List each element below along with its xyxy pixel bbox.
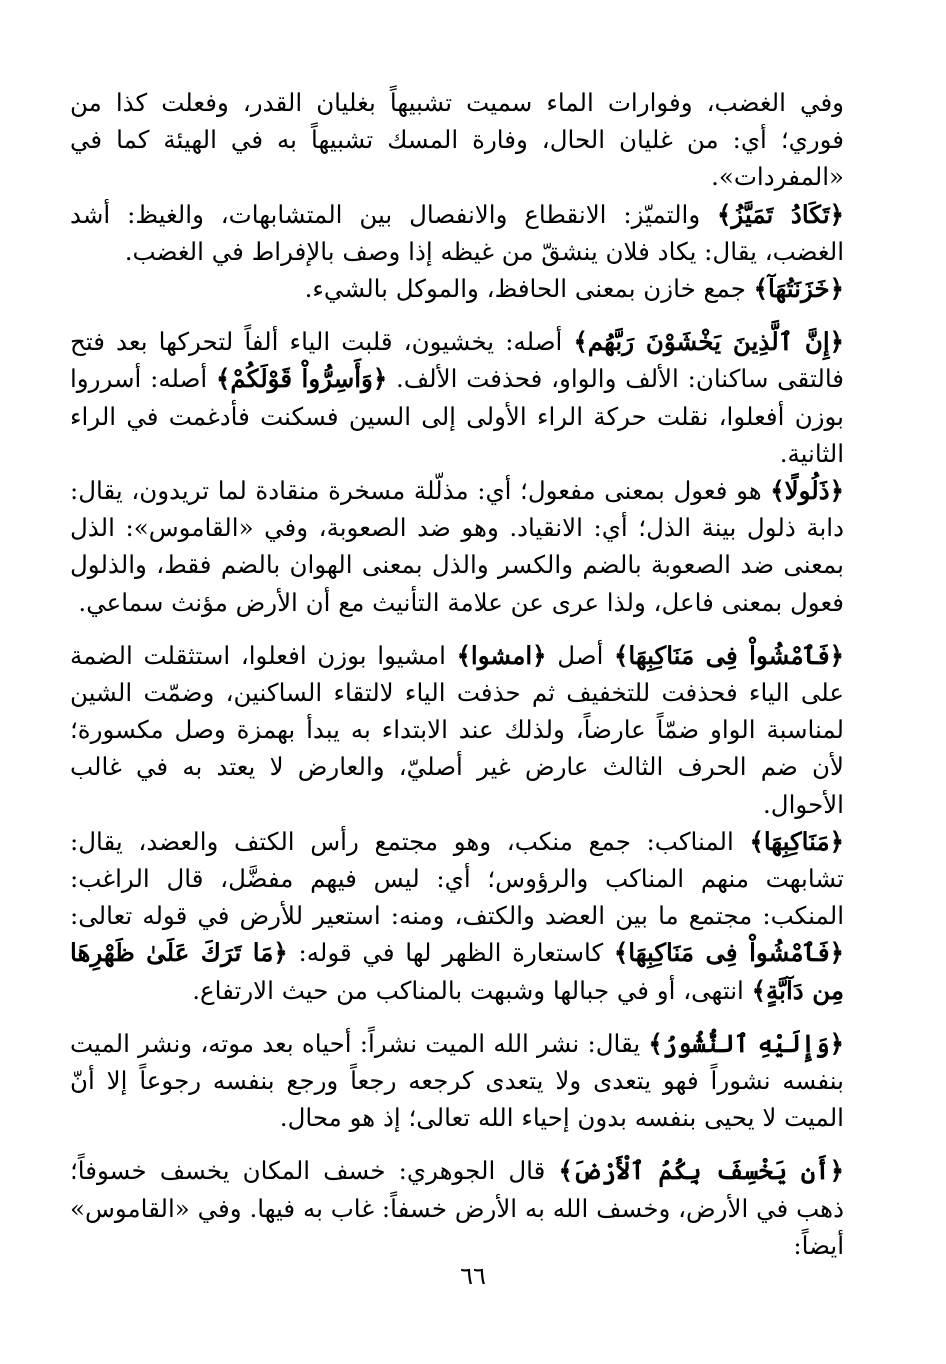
quran-quote: ﴿وَأَسِرُّواْ قَوْلَكُمْ﴾ [216,364,388,394]
page-number: ٦٦ [460,1262,486,1290]
quran-quote: ﴿وَإِلَيْهِ ٱلنُّشُورُ﴾ [648,1028,844,1058]
quran-quote: ﴿أَن يَخْسِفَ بِكُمُ ٱلْأَرْضَ﴾ [558,1156,844,1186]
paragraph [70,823,844,1009]
paragraph-gap [70,307,844,323]
commentary-text: يقال: نشر الله الميت نشراً: أحياه بعد موته، ونشر الميت بنفسه نشوراً فهو يتعدى ولا يتعدى كرجعه رجعاً ورجع بنفسه رجوعاً إلا أنّ الميت لا يحيى بنفسه بدون إحياء الله تعالى؛ إذ هو محال. [70,1028,844,1133]
quran-quote: ﴿تَكَادُ تَمَيَّزُ﴾ [717,199,844,229]
commentary-text: والتميّز: الانقطاع والانفصال بين المتشابهات، والغيظ: أشد الغضب، يقال: يكاد فلان ينشقّ من غيظه إذا وصف بالإفراط في الغضب. [70,199,844,266]
paragraph [70,323,844,472]
paragraph [70,472,844,621]
commentary-text: انتهى، أو في جبالها وشبهت بالمناكب من حيث الارتفاع. [192,975,752,1005]
quran-quote: ﴿مَنَاكِبِهَا﴾ [749,826,844,856]
commentary-text: امشيوا بوزن افعلوا، استثقلت الضمة على الياء فحذفت للتخفيف ثم حذفت الياء لالتقاء الساكنين، وضمّت الشين لمناسبة الواو ضمّاً عارضاً، ولذلك عند الابتداء به يبدأ بهمزة وصل مكسورة؛ لأن ضم الحرف الثالث عارض غير أصليّ، والعارض لا يعتد به في غالب الأحوال. [70,640,844,819]
quran-quote: ﴿امشوا﴾ [456,640,547,670]
page-body-text [70,84,844,1264]
commentary-text: وفي الغضب، وفوارات الماء سميت تشبيهاً بغليان القدر، وفعلت كذا من فوري؛ أي: من غليان الحال، وفارة المسك تشبيهاً به في الهيئة كما في «المفردات». [70,88,844,192]
commentary-text: أصله: يخشيون، قلبت الياء ألفاً لتحركها بعد فتح فالتقى ساكنان: الألف والواو، فحذفت الألف. [70,327,844,394]
quran-quote: ﴿خَزَنَتُهَآ﴾ [753,274,844,304]
paragraph [70,1025,844,1137]
commentary-text: كاستعارة الظهر لها في قوله: [287,938,614,968]
paragraph-gap [70,1009,844,1025]
paragraph [70,270,844,307]
paragraph-gap [70,1136,844,1152]
paragraph [70,84,844,196]
paragraph [70,1152,844,1264]
quran-quote: ﴿ذَلُولًا﴾ [770,476,844,506]
commentary-text: هو فعول بمعنى مفعول؛ أي: مذلّلة مسخرة منقادة لما تريدون، يقال: دابة ذلول بينة الذل؛ أي: الانقياد. وهو ضد الصعوبة، وفي «القاموس»: الذل بمعنى ضد الصعوبة بالضم والكسر والذل بمعنى الهوان بالضم فقط، والذلول فعول بمعنى فاعل، ولذا عرى عن علامة التأنيث مع أن الأرض مؤنث سماعي. [70,476,844,617]
paragraph [70,637,844,823]
commentary-text: المناكب: جمع منكب، وهو مجتمع رأس الكتف والعضد، يقال: تشابهت منهم المناكب والرؤوس؛ أي: ليس فيهم مفضَّل، قال الراغب: المنكب: مجتمع ما بين العضد والكتف، ومنه: استعير للأرض في قوله تعالى: [70,826,844,931]
commentary-text: قال الجوهري: خسف المكان يخسف خسوفاً؛ ذهب في الأرض، وخسف الله به الأرض خسفاً: غاب به فيها. وفي «القاموس» أيضاً: [70,1156,844,1260]
commentary-text: أصل [546,640,615,670]
quran-quote: ﴿إِنَّ ٱلَّذِينَ يَخْشَوْنَ رَبَّهُم﴾ [573,327,845,357]
paragraph [70,196,844,270]
quran-quote: ﴿فَٱمْشُواْ فِى مَنَاكِبِهَا﴾ [613,938,844,968]
quran-quote: ﴿مَا تَرَكَ عَلَىٰ ظَهْرِهَا مِن دَآبَّةٍ﴾ [70,938,844,1005]
paragraph-gap [70,621,844,637]
commentary-text: أصله: أسرروا بوزن أفعلوا، نقلت حركة الراء الأولى إلى السين فسكنت فأدغمت في الراء الثانية. [70,364,844,468]
quran-quote: ﴿فَٱمْشُواْ فِى مَنَاكِبِهَا﴾ [614,640,845,670]
commentary-text: جمع خازن بمعنى الحافظ، والموكل بالشيء. [304,274,754,304]
